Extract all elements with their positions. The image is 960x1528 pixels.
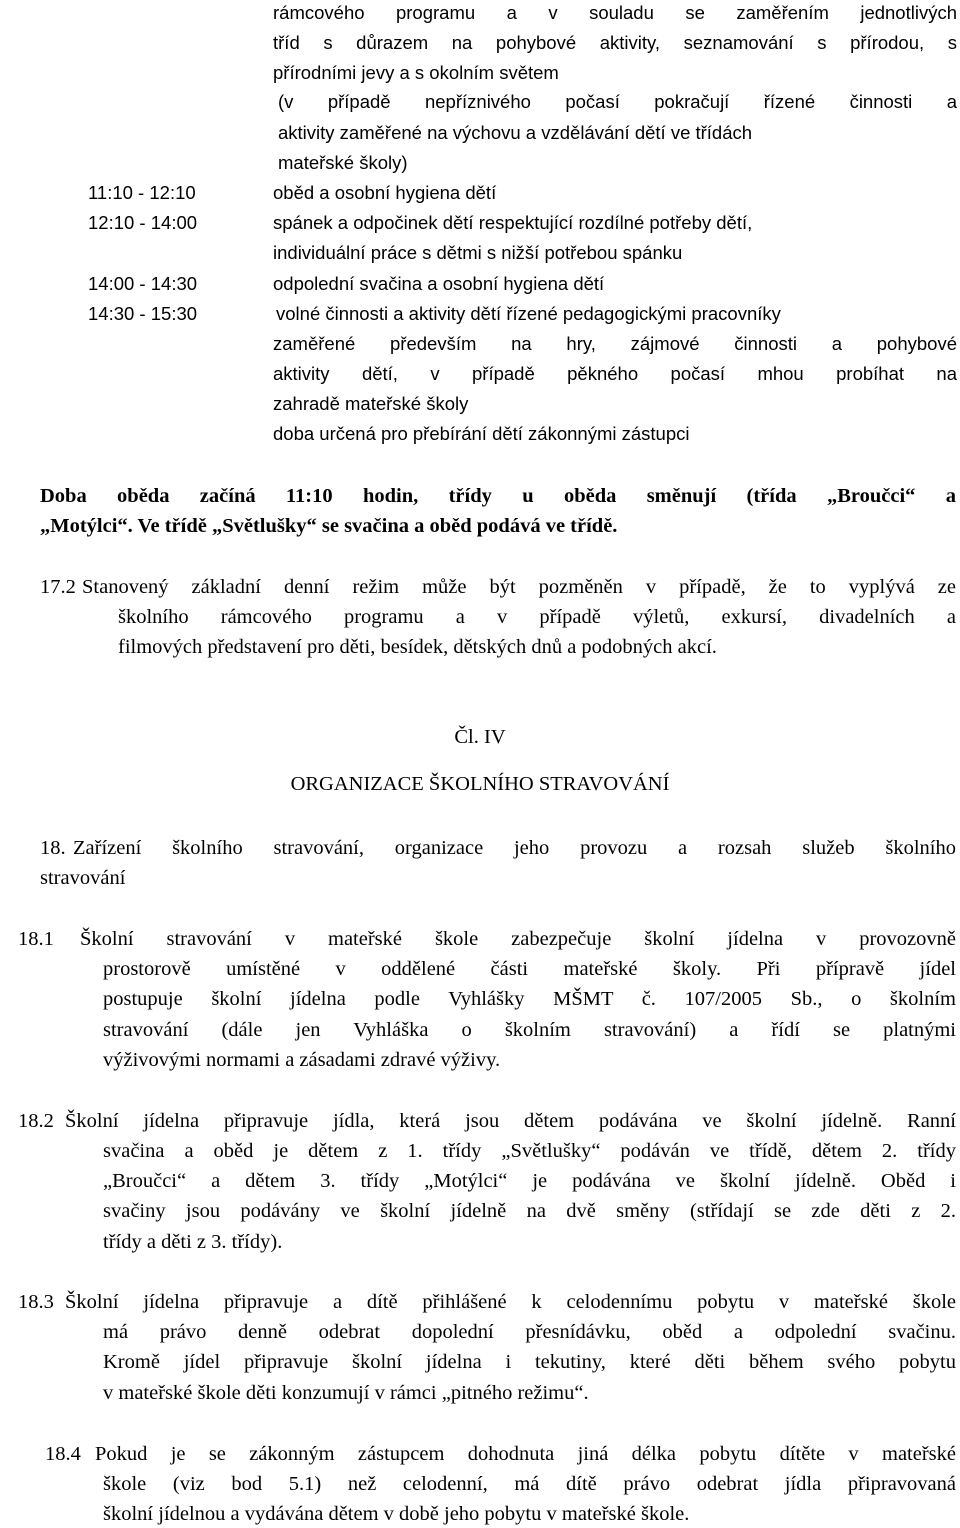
paragraph-number: 17.2 (40, 576, 76, 598)
paragraph-line: svačiny jsou podávány ve školní jídelně na dvě směny (střídají se zde děti z 2. (103, 1200, 956, 1222)
paragraph-line: prostorově umístěné v oddělené části mateřské školy. Při přípravě jídel (103, 958, 956, 980)
paragraph-line: filmových představení pro děti, besídek, dětských dnů a podobných akcí. (118, 636, 717, 658)
text-line: (v případě nepříznivého počasí pokračují řízené činnosti a (278, 91, 957, 112)
paragraph-line: má právo denně odebrat dopolední přesnídávku, oběd a odpolední svačinu. (103, 1321, 956, 1343)
chapter-title: ORGANIZACE ŠKOLNÍHO STRAVOVÁNÍ (290, 773, 670, 795)
text-line: tříd s důrazem na pohybové aktivity, seznamování s přírodou, s (273, 32, 957, 53)
schedule-time: 11:10 - 12:10 (88, 182, 196, 203)
paragraph-line: postupuje školní jídelna podle Vyhlášky MŠMT č. 107/2005 Sb., o školním (103, 988, 956, 1010)
paragraph-line: Pokud je se zákonným zástupcem dohodnuta jiná délka pobytu dítěte v mateřské (95, 1443, 956, 1465)
bold-note-line: Doba oběda začíná 11:10 hodin, třídy u oběda směnují (třída „Broučci“ a (40, 485, 956, 507)
schedule-activity: doba určená pro přebírání dětí zákonnými zástupci (273, 423, 690, 444)
paragraph-line: „Broučci“ a dětem 3. třídy „Motýlci“ je podávána ve školní jídelně. Oběd i (103, 1170, 956, 1192)
paragraph-number: 18.2 (18, 1110, 54, 1132)
paragraph-number: 18.4 (45, 1443, 81, 1465)
paragraph-line: Školní stravování v mateřské škole zabezpečuje školní jídelna v provozovně (80, 928, 956, 950)
schedule-activity: zaměřené především na hry, zájmové činnosti a pohybové (273, 333, 957, 354)
bold-note-line: „Motýlci“. Ve třídě „Světlušky“ se svačina a oběd podává ve třídě. (40, 515, 618, 537)
text-line: rámcového programu a v souladu se zaměřením jednotlivých (273, 2, 957, 23)
section-number: 18. (40, 837, 66, 859)
schedule-activity: volné činnosti a aktivity dětí řízené pedagogickými pracovníky (276, 303, 781, 324)
schedule-activity: individuální práce s dětmi s nižší potřebou spánku (273, 242, 683, 263)
schedule-activity: oběd a osobní hygiena dětí (273, 182, 497, 203)
paragraph-line: v mateřské škole děti konzumují v rámci „pitného režimu“. (103, 1382, 589, 1404)
schedule-activity: spánek a odpočinek dětí respektující rozdílné potřeby dětí, (273, 212, 753, 233)
schedule-time: 12:10 - 14:00 (88, 212, 198, 233)
paragraph-number: 18.1 (18, 928, 54, 950)
paragraph-line: Školní jídelna připravuje jídla, která jsou dětem podávána ve školní jídelně. Ranní (65, 1110, 956, 1132)
paragraph-line: výživovými normami a zásadami zdravé výživy. (103, 1049, 501, 1071)
text-line: přírodními jevy a s okolním světem (273, 62, 559, 83)
schedule-time: 14:00 - 14:30 (88, 273, 198, 294)
paragraph-line: školního rámcového programu a v případě výletů, exkursí, divadelních a (118, 606, 956, 628)
paragraph-number: 18.3 (18, 1291, 54, 1313)
paragraph-line: školní jídelnou a vydávána dětem v době jeho pobytu v mateřské škole. (103, 1503, 690, 1525)
paragraph-line: Kromě jídel připravuje školní jídelna i tekutiny, které děti během svého pobytu (103, 1351, 956, 1373)
paragraph-line: Školní jídelna připravuje a dítě přihlášené k celodennímu pobytu v mateřské škole (65, 1291, 956, 1313)
schedule-time: 14:30 - 15:30 (88, 303, 198, 324)
text-line: aktivity zaměřené na výchovu a vzdělávání dětí ve třídách (278, 122, 753, 143)
schedule-activity: odpolední svačina a osobní hygiena dětí (273, 273, 605, 294)
schedule-activity: aktivity dětí, v případě pěkného počasí mhou probíhat na (273, 363, 957, 384)
paragraph-line: škole (viz bod 5.1) než celodenní, má dítě právo odebrat jídla připravovaná (103, 1473, 956, 1495)
section-line: stravování (40, 867, 126, 889)
text-line: mateřské školy) (278, 152, 408, 173)
paragraph-line: stravování (dále jen Vyhláška o školním stravování) a řídí se platnými (103, 1019, 956, 1041)
paragraph-line: Stanovený základní denní režim může být pozměněn v případě, že to vyplývá ze (82, 576, 956, 598)
schedule-activity: zahradě mateřské školy (273, 393, 469, 414)
chapter-number: Čl. IV (454, 726, 506, 748)
paragraph-line: třídy a děti z 3. třídy). (103, 1231, 283, 1253)
section-line: Zařízení školního stravování, organizace jeho provozu a rozsah služeb školního (73, 837, 956, 859)
paragraph-line: svačina a oběd je dětem z 1. třídy „Světlušky“ podáván ve třídě, dětem 2. třídy (103, 1140, 956, 1162)
